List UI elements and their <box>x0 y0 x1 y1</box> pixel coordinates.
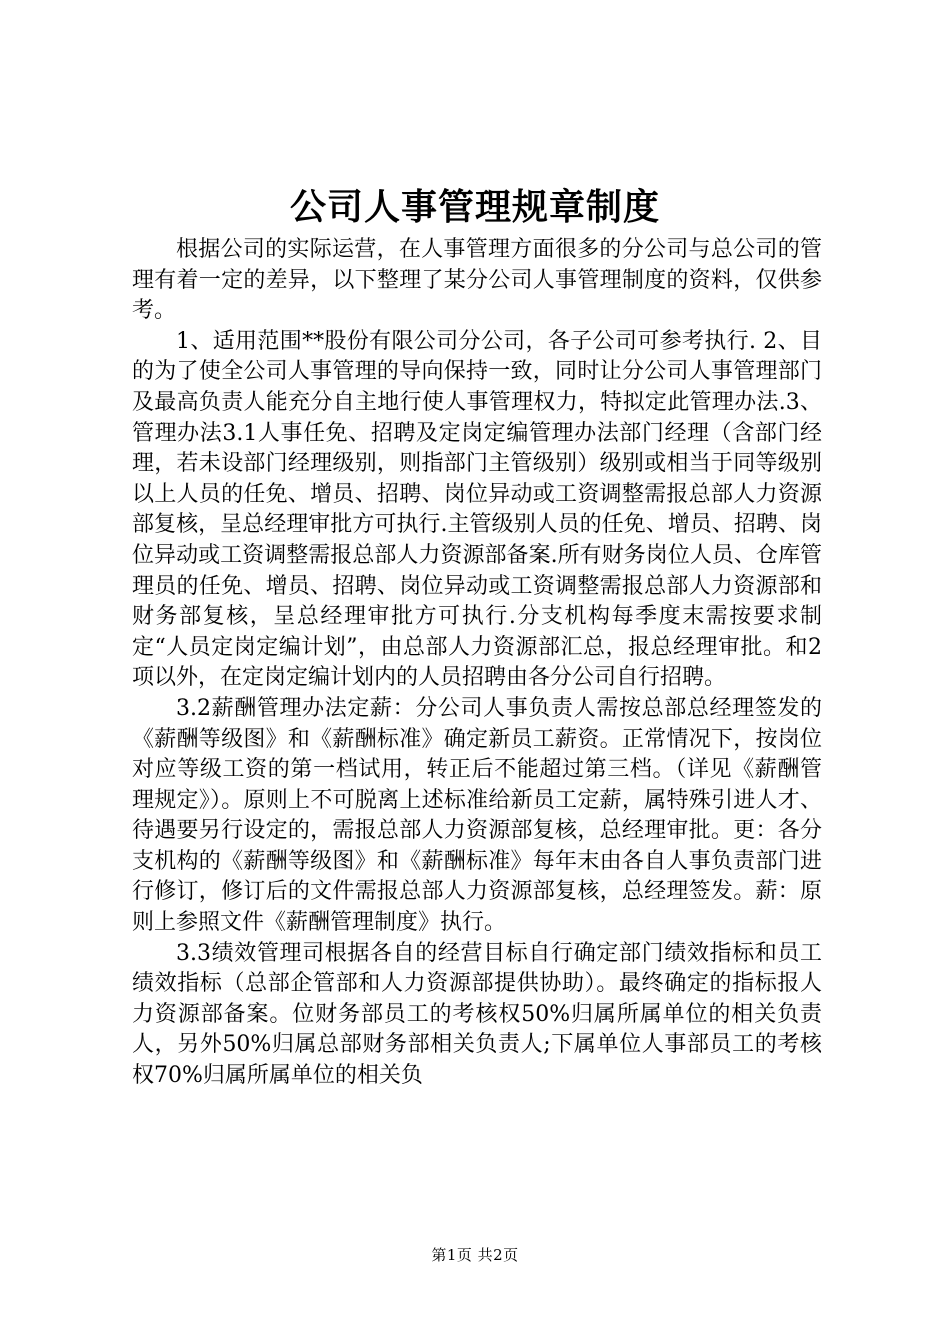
document-body <box>132 235 822 1092</box>
document-title: 公司人事管理规章制度 <box>289 187 660 228</box>
page-footer: 第1页 共2页 <box>431 1246 519 1264</box>
section-1-3-1-paragraph: 1、适用范围**股份有限公司分公司，各子公司可参考执行. 2、目的为了使全公司人事管理的导向保持一致，同时让分公司人事管理部门及最高负责人能充分自主地行使人事管理权力，特拟定此管理办法.3、管理办法3.1人事任免、招聘及定岗定编管理办法部门经理（含部门经理，若未设部门经理级别，则指部门主管级别）级别或相当于同等级别以上人员的任免、增员、招聘、岗位异动或工资调整需报总部人力资源部复核，呈总经理审批方可执行.主管级别人员的任免、增员、招聘、岗位异动或工资调整需报总部人力资源部备案.所有财务岗位人员、仓库管理员的任免、增员、招聘、岗位异动或工资调整需报总部人力资源部和财务部复核，呈总经理审批方可执行.分支机构每季度末需按要求制定“人员定岗定编计划”，由总部人力资源部汇总，报总经理审批。和2项以外，在定岗定编计划内的人员招聘由各分公司自行招聘。 <box>132 328 822 691</box>
section-3-2-paragraph: 3.2薪酬管理办法定薪：分公司人事负责人需按总部总经理签发的《薪酬等级图》和《薪酬标准》确定新员工薪资。正常情况下，按岗位对应等级工资的第一档试用，转正后不能超过第三档。（详见《薪酬管理规定》）。原则上不可脱离上述标准给新员工定薪，属特殊引进人才、待遇要另行设定的，需报总部人力资源部复核，总经理审批。更：各分支机构的《薪酬等级图》和《薪酬标准》每年末由各自人事负责部门进行修订，修订后的文件需报总部人力资源部复核，总经理签发。薪：原则上参照文件《薪酬管理制度》执行。 <box>132 695 822 936</box>
section-3-3-paragraph: 3.3绩效管理司根据各自的经营目标自行确定部门绩效指标和员工绩效指标（总部企管部和人力资源部提供协助）。最终确定的指标报人力资源部备案。位财务部员工的考核权50%归属所属单位的相关负责人，另外50%归属总部财务部相关负责人;下属单位人事部员工的考核权70%归属所属单位的相关负 <box>132 940 822 1089</box>
intro-paragraph: 根据公司的实际运营，在人事管理方面很多的分公司与总公司的管理有着一定的差异，以下整理了某分公司人事管理制度的资料，仅供参考。 <box>132 237 822 324</box>
